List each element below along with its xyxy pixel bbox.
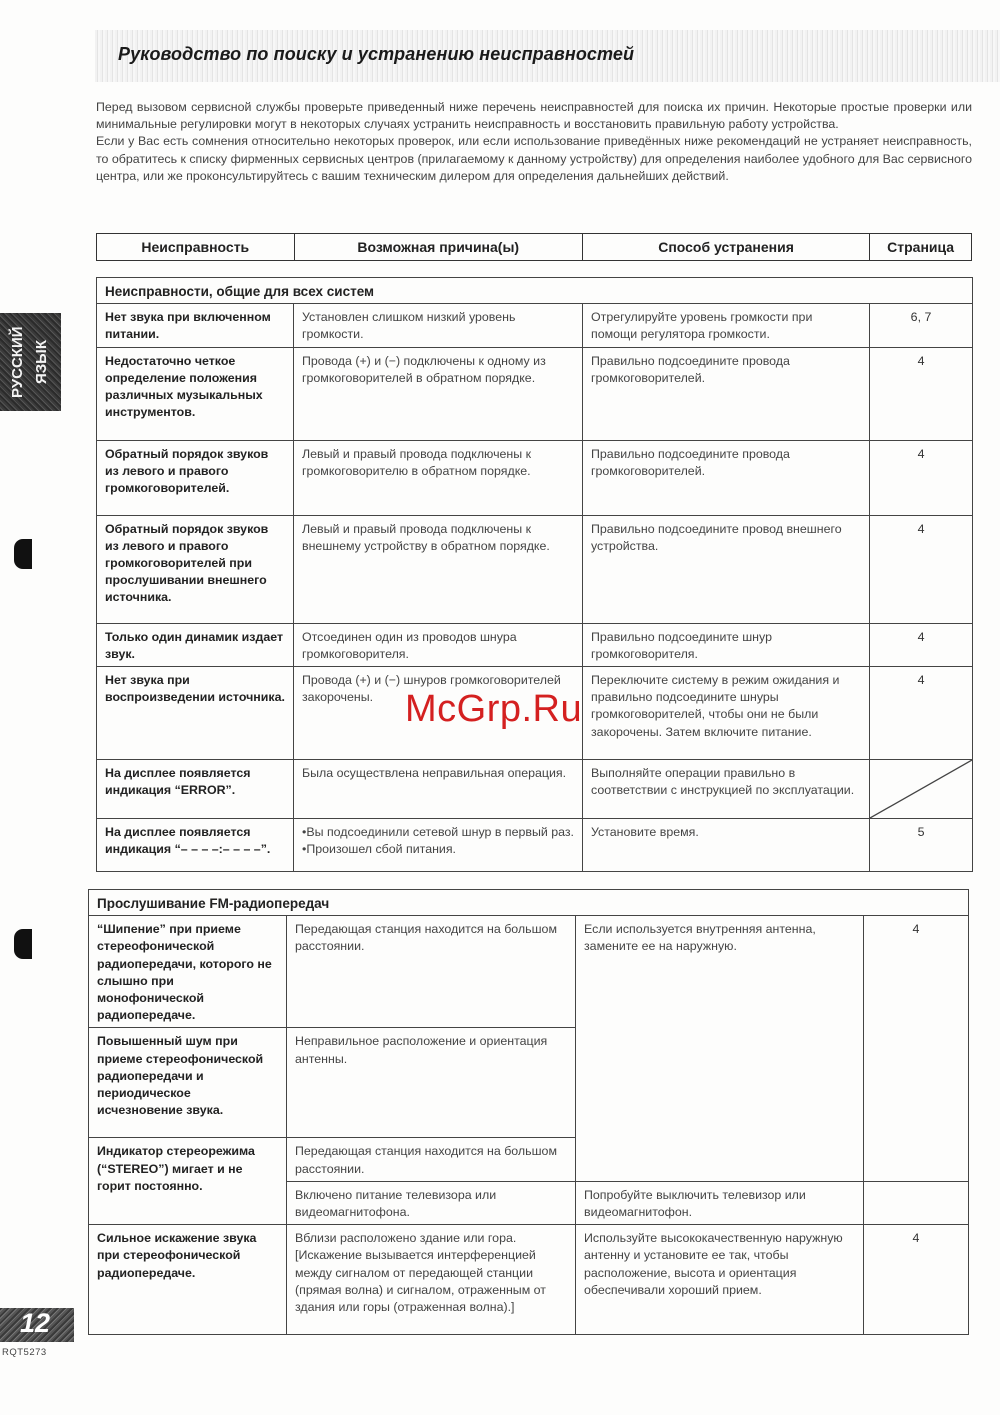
- table-row: [97, 440, 973, 515]
- cause-bullet: •Вы подсоединили сетевой шнур в первый раз.: [302, 825, 574, 840]
- problem-cell: Повышенный шум при приеме стереофонической радиопередачи и периодическое исчезновение звука.: [89, 1028, 287, 1138]
- problem-cell: Нет звука при воспроизведении источника.: [97, 667, 294, 760]
- table-row: [89, 1225, 969, 1335]
- cause-bullet: •Произошел сбой питания.: [302, 842, 456, 857]
- fix-cell: Переключите систему в режим ожидания и правильно подсоедините шнуры громкоговорителей, чтобы они не были закорочены. Затем включите питание.: [583, 667, 870, 760]
- fix-cell: Попробуйте выключить телевизор или видеомагнитофон.: [576, 1181, 864, 1224]
- cause-cell: Левый и правый провода подключены к громкоговорителю в обратном порядке.: [294, 440, 583, 515]
- fix-cell: Установите время.: [583, 819, 870, 872]
- page-number: 12: [20, 1308, 51, 1338]
- header-cause: Возможная причина(ы): [295, 234, 583, 260]
- fix-cell: Используйте высококачественную наружную антенну и установите ее так, чтобы расположение, высота и ориентация обеспечивали хороший прием.: [576, 1225, 864, 1335]
- document-code: RQT5273: [2, 1347, 47, 1358]
- language-tab-label: РУССКИЙ ЯЗЫК: [9, 326, 50, 398]
- general-faults-table: [96, 277, 973, 872]
- header-fix: Способ устранения: [583, 234, 870, 260]
- cause-cell: Была осуществлена неправильная операция.: [294, 760, 583, 819]
- fix-cell: Правильно подсоедините провода громкоговорителей.: [583, 347, 870, 440]
- problem-cell: “Шипение” при приеме стереофонической радиопередачи, которого не слышно при монофонической радиопередаче.: [89, 916, 287, 1028]
- table-row: [97, 347, 973, 440]
- binding-mark: [14, 929, 32, 959]
- diagonal-line: [870, 760, 972, 818]
- page-cell: 4: [870, 623, 973, 666]
- problem-cell: Индикатор стереорежима (“STEREO”) мигает и не горит постоянно.: [89, 1138, 287, 1225]
- cause-cell: Провода (+) и (−) подключены к одному из громкоговорителей в обратном порядке.: [294, 347, 583, 440]
- problem-cell: Нет звука при включенном питании.: [97, 304, 294, 347]
- fix-cell: Выполняйте операции правильно в соответствии с инструкцией по эксплуатации.: [583, 760, 870, 819]
- fix-cell: Правильно подсоедините провод внешнего устройства.: [583, 515, 870, 623]
- table-row: [97, 623, 973, 666]
- table-row: [89, 916, 969, 1028]
- intro-paragraph-2: Если у Вас есть сомнения относительно некоторых проверок, или если использование приведённых ниже рекомендаций не устраняет неисправность, то обратитесь к списку фирменных сервисных центров (прилагаемому к данному устройству) для определения наиболее удобного для Вас сервисного центра, или же проконсультируйтесь с вашим техническим дилером для определения дальнейших действий.: [96, 134, 972, 183]
- table-row: [97, 304, 973, 347]
- cause-cell: Отсоединен один из проводов шнура громкоговорителя.: [294, 623, 583, 666]
- problem-cell: Сильное искажение звука при стереофонической радиопередаче.: [89, 1225, 287, 1335]
- section-title: Прослушивание FM-радиопередач: [89, 890, 969, 916]
- fm-radio-table: [88, 889, 969, 1335]
- cause-cell: Провода (+) и (−) шнуров громкоговорителей закорочены.: [294, 667, 583, 760]
- page-cell: 4: [864, 916, 969, 1182]
- cause-cell: Передающая станция находится на большом расстоянии.: [287, 1138, 576, 1181]
- table-header: [96, 233, 972, 261]
- page-title: Руководство по поиску и устранению неисправностей: [118, 44, 635, 64]
- problem-cell: Недостаточно четкое определение положения различных музыкальных инструментов.: [97, 347, 294, 440]
- page-cell: 4: [870, 667, 973, 760]
- header-problem: Неисправность: [97, 234, 295, 260]
- cause-cell: Установлен слишком низкий уровень громкости.: [294, 304, 583, 347]
- cause-cell: Неправильное расположение и ориентация антенны.: [287, 1028, 576, 1138]
- cause-cell: Передающая станция находится на большом расстоянии.: [287, 916, 576, 1028]
- problem-cell: На дисплее появляется индикация “– – – –:– – – –”.: [97, 819, 294, 872]
- intro-text: [96, 99, 972, 185]
- page-cell: [864, 1181, 969, 1224]
- page-cell: 4: [870, 515, 973, 623]
- cause-cell: Левый и правый провода подключены к внешнему устройству в обратном порядке.: [294, 515, 583, 623]
- binding-mark: [14, 539, 32, 569]
- page-cell: 4: [870, 347, 973, 440]
- table-row: [97, 515, 973, 623]
- table-row: [97, 760, 973, 819]
- page-cell: 4: [864, 1225, 969, 1335]
- intro-paragraph-1: Перед вызовом сервисной службы проверьте приведенный ниже перечень неисправностей для поиска их причин. Некоторые простые проверки или минимальные регулировки могут в некоторых случаях устранить неисправность и восстановить правильную работу устройства.: [96, 100, 972, 132]
- fix-cell: Отрегулируйте уровень громкости при помощи регулятора громкости.: [583, 304, 870, 347]
- header-page: Страница: [887, 239, 955, 255]
- table-row: [97, 819, 973, 872]
- cause-cell: Вблизи расположено здание или гора. [Искажение вызывается интерференцией между сигналом от передающей станции (прямая волна) и сигналом, отраженным от здания или горы (отраженная волна).]: [287, 1225, 576, 1335]
- fix-cell: Если используется внутренняя антенна, замените ее на наружную.: [576, 916, 864, 1182]
- page-cell: 6, 7: [870, 304, 973, 347]
- no-page-diagonal: [870, 760, 973, 819]
- cause-cell: Включено питание телевизора или видеомагнитофона.: [287, 1181, 576, 1224]
- problem-cell: Только один динамик издает звук.: [97, 623, 294, 666]
- problem-cell: Обратный порядок звуков из левого и правого громкоговорителей.: [97, 440, 294, 515]
- section-title: Неисправности, общие для всех систем: [97, 278, 973, 304]
- fix-cell: Правильно подсоедините провода громкоговорителей.: [583, 440, 870, 515]
- cause-cell: [294, 819, 583, 872]
- page-cell: 5: [870, 819, 973, 872]
- problem-cell: Обратный порядок звуков из левого и правого громкоговорителей при прослушивании внешнего источника.: [97, 515, 294, 623]
- page-cell: 4: [870, 440, 973, 515]
- problem-cell: На дисплее появляется индикация “ERROR”.: [97, 760, 294, 819]
- watermark: McGrp.Ru: [405, 688, 583, 730]
- fix-cell: Правильно подсоедините шнур громкоговорителя.: [583, 623, 870, 666]
